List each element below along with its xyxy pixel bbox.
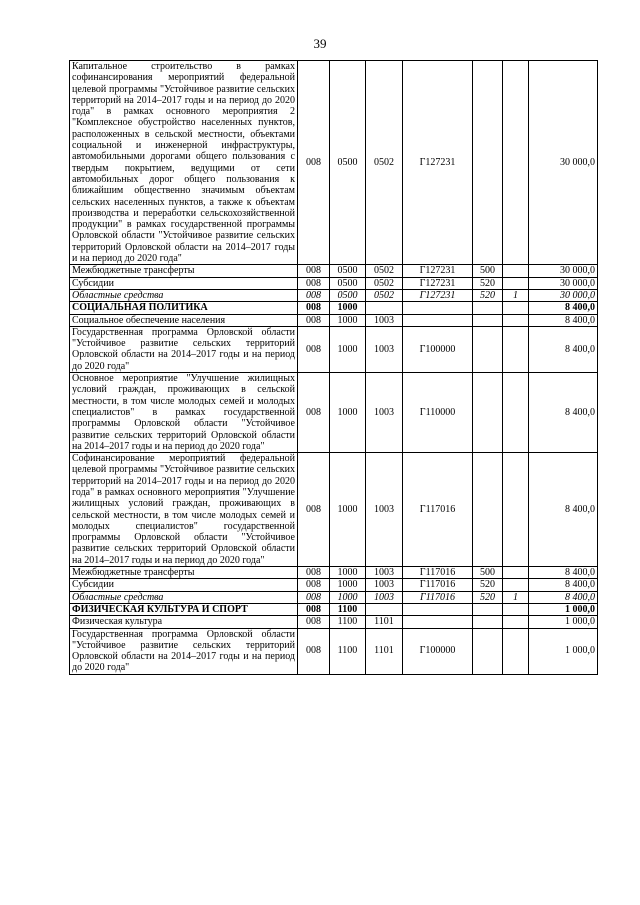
grbs-cell: 008 — [298, 567, 330, 579]
table-row — [70, 265, 598, 277]
expense-type-cell — [473, 302, 503, 314]
grbs-cell: 008 — [298, 453, 330, 567]
grbs-cell: 008 — [298, 628, 330, 674]
expense-type-cell — [473, 616, 503, 628]
expense-type-cell — [473, 326, 503, 372]
section-cell: 1000 — [330, 591, 366, 603]
table-row — [70, 591, 598, 603]
grbs-cell: 008 — [298, 302, 330, 314]
target-article-cell — [403, 616, 473, 628]
budget-table — [69, 60, 598, 675]
section-cell: 1000 — [330, 314, 366, 326]
target-article-cell: Г110000 — [403, 373, 473, 453]
sum-cell: 8 400,0 — [529, 302, 598, 314]
expense-type-cell — [473, 453, 503, 567]
row-name-cell: Государственная программа Орловской области "Устойчивое развитие сельских территорий Орловской области на 2014–2017 годы и на период до 2020 года" — [70, 326, 298, 372]
table-body — [70, 61, 598, 675]
target-article-cell: Г127231 — [403, 61, 473, 265]
row-name-cell: Социальное обеспечение населения — [70, 314, 298, 326]
row-name-cell: Субсидии — [70, 277, 298, 289]
source-cell — [503, 616, 529, 628]
source-cell — [503, 302, 529, 314]
row-name-cell: Межбюджетные трансферты — [70, 265, 298, 277]
table-row — [70, 373, 598, 453]
source-cell: 1 — [503, 591, 529, 603]
table-row — [70, 567, 598, 579]
expense-type-cell — [473, 314, 503, 326]
section-cell: 1000 — [330, 567, 366, 579]
sum-cell: 1 000,0 — [529, 616, 598, 628]
expense-type-cell — [473, 61, 503, 265]
subsection-cell: 1003 — [366, 579, 403, 591]
target-article-cell: Г127231 — [403, 289, 473, 301]
table-row — [70, 628, 598, 674]
sum-cell: 8 400,0 — [529, 579, 598, 591]
section-cell: 1100 — [330, 616, 366, 628]
section-cell: 0500 — [330, 61, 366, 265]
row-name-cell: Государственная программа Орловской области "Устойчивое развитие сельских территорий Орловской области на 2014–2017 годы и на период до 2020 года" — [70, 628, 298, 674]
source-cell — [503, 628, 529, 674]
subsection-cell: 1003 — [366, 453, 403, 567]
sum-cell: 8 400,0 — [529, 314, 598, 326]
subsection-cell: 0502 — [366, 61, 403, 265]
target-article-cell: Г117016 — [403, 567, 473, 579]
source-cell — [503, 453, 529, 567]
grbs-cell: 008 — [298, 314, 330, 326]
target-article-cell: Г117016 — [403, 591, 473, 603]
section-cell: 1000 — [330, 302, 366, 314]
row-name-cell: Основное мероприятие "Улучшение жилищных условий граждан, проживающих в сельской местности, в том числе молодых семей и молодых специалистов" в рамках государственной программы Орловской области "Устойчивое развитие сельских территорий Орловской области на 2014–2017 годы и на период до 2020 года" — [70, 373, 298, 453]
target-article-cell — [403, 302, 473, 314]
sum-cell: 30 000,0 — [529, 265, 598, 277]
table-row — [70, 61, 598, 265]
source-cell — [503, 314, 529, 326]
subsection-cell: 0502 — [366, 289, 403, 301]
grbs-cell: 008 — [298, 61, 330, 265]
target-article-cell — [403, 603, 473, 615]
sum-cell: 30 000,0 — [529, 277, 598, 289]
subsection-cell — [366, 603, 403, 615]
grbs-cell: 008 — [298, 373, 330, 453]
row-name-cell: СОЦИАЛЬНАЯ ПОЛИТИКА — [70, 302, 298, 314]
subsection-cell: 1003 — [366, 373, 403, 453]
expense-type-cell: 520 — [473, 289, 503, 301]
table-row — [70, 579, 598, 591]
section-cell: 0500 — [330, 277, 366, 289]
source-cell — [503, 326, 529, 372]
sum-cell: 8 400,0 — [529, 453, 598, 567]
table-row — [70, 302, 598, 314]
subsection-cell — [366, 302, 403, 314]
target-article-cell: Г127231 — [403, 265, 473, 277]
grbs-cell: 008 — [298, 265, 330, 277]
subsection-cell: 0502 — [366, 265, 403, 277]
table-row — [70, 453, 598, 567]
expense-type-cell — [473, 373, 503, 453]
grbs-cell: 008 — [298, 591, 330, 603]
sum-cell: 1 000,0 — [529, 603, 598, 615]
sum-cell: 8 400,0 — [529, 567, 598, 579]
section-cell: 1000 — [330, 373, 366, 453]
grbs-cell: 008 — [298, 289, 330, 301]
source-cell: 1 — [503, 289, 529, 301]
sum-cell: 30 000,0 — [529, 289, 598, 301]
expense-type-cell: 500 — [473, 265, 503, 277]
target-article-cell: Г100000 — [403, 326, 473, 372]
subsection-cell: 1003 — [366, 567, 403, 579]
row-name-cell: ФИЗИЧЕСКАЯ КУЛЬТУРА И СПОРТ — [70, 603, 298, 615]
table-row — [70, 616, 598, 628]
expense-type-cell: 500 — [473, 567, 503, 579]
table-row — [70, 326, 598, 372]
table-row — [70, 603, 598, 615]
source-cell — [503, 373, 529, 453]
expense-type-cell: 520 — [473, 277, 503, 289]
expense-type-cell: 520 — [473, 591, 503, 603]
row-name-cell: Капитальное строительство в рамках софинансирования мероприятий федеральной целевой программы "Устойчивое развитие сельских территорий на 2014–2017 годы и на период до 2020 года" в рамках основного мероприятия 2 "Комплексное обустройство населенных пунктов, расположенных в сельской местности, объектами социальной и инженерной инфраструктуры, автомобильными дорогами общего пользования с твердым покрытием, ведущими от сети автомобильных дорог общего пользования к ближайшим общественно значимым объектам сельских населенных пунктов, а также к объектам производства и переработки сельскохозяйственной продукции" в рамках государственной программы Орловской области "Устойчивое развитие сельских территорий Орловской области на 2014–2017 годы и на период до 2020 года" — [70, 61, 298, 265]
target-article-cell: Г117016 — [403, 579, 473, 591]
source-cell — [503, 579, 529, 591]
target-article-cell — [403, 314, 473, 326]
section-cell: 1100 — [330, 603, 366, 615]
source-cell — [503, 567, 529, 579]
table-row — [70, 277, 598, 289]
subsection-cell: 0502 — [366, 277, 403, 289]
source-cell — [503, 603, 529, 615]
section-cell: 1000 — [330, 326, 366, 372]
subsection-cell: 1003 — [366, 591, 403, 603]
expense-type-cell — [473, 603, 503, 615]
grbs-cell: 008 — [298, 603, 330, 615]
grbs-cell: 008 — [298, 326, 330, 372]
section-cell: 0500 — [330, 265, 366, 277]
table-row — [70, 289, 598, 301]
target-article-cell: Г100000 — [403, 628, 473, 674]
section-cell: 1100 — [330, 628, 366, 674]
source-cell — [503, 265, 529, 277]
target-article-cell: Г117016 — [403, 453, 473, 567]
source-cell — [503, 61, 529, 265]
grbs-cell: 008 — [298, 579, 330, 591]
row-name-cell: Физическая культура — [70, 616, 298, 628]
section-cell: 1000 — [330, 579, 366, 591]
row-name-cell: Межбюджетные трансферты — [70, 567, 298, 579]
source-cell — [503, 277, 529, 289]
subsection-cell: 1003 — [366, 326, 403, 372]
row-name-cell: Областные средства — [70, 289, 298, 301]
row-name-cell: Областные средства — [70, 591, 298, 603]
subsection-cell: 1003 — [366, 314, 403, 326]
sum-cell: 8 400,0 — [529, 326, 598, 372]
target-article-cell: Г127231 — [403, 277, 473, 289]
grbs-cell: 008 — [298, 616, 330, 628]
expense-type-cell: 520 — [473, 579, 503, 591]
row-name-cell: Софинансирование мероприятий федеральной целевой программы "Устойчивое развитие сельских территорий на 2014–2017 годы и на период до 2020 года" в рамках основного мероприятия "Улучшение жилищных условий граждан, проживающих в сельской местности, в том числе молодых семей и молодых специалистов" государственной программы Орловской области "Устойчивое развитие сельских территорий Орловской области на 2014–2017 годы и на период до 2020 года" — [70, 453, 298, 567]
table-row — [70, 314, 598, 326]
expense-type-cell — [473, 628, 503, 674]
sum-cell: 30 000,0 — [529, 61, 598, 265]
page-number: 39 — [313, 36, 327, 51]
sum-cell: 8 400,0 — [529, 373, 598, 453]
grbs-cell: 008 — [298, 277, 330, 289]
section-cell: 1000 — [330, 453, 366, 567]
section-cell: 0500 — [330, 289, 366, 301]
sum-cell: 8 400,0 — [529, 591, 598, 603]
subsection-cell: 1101 — [366, 616, 403, 628]
subsection-cell: 1101 — [366, 628, 403, 674]
row-name-cell: Субсидии — [70, 579, 298, 591]
sum-cell: 1 000,0 — [529, 628, 598, 674]
